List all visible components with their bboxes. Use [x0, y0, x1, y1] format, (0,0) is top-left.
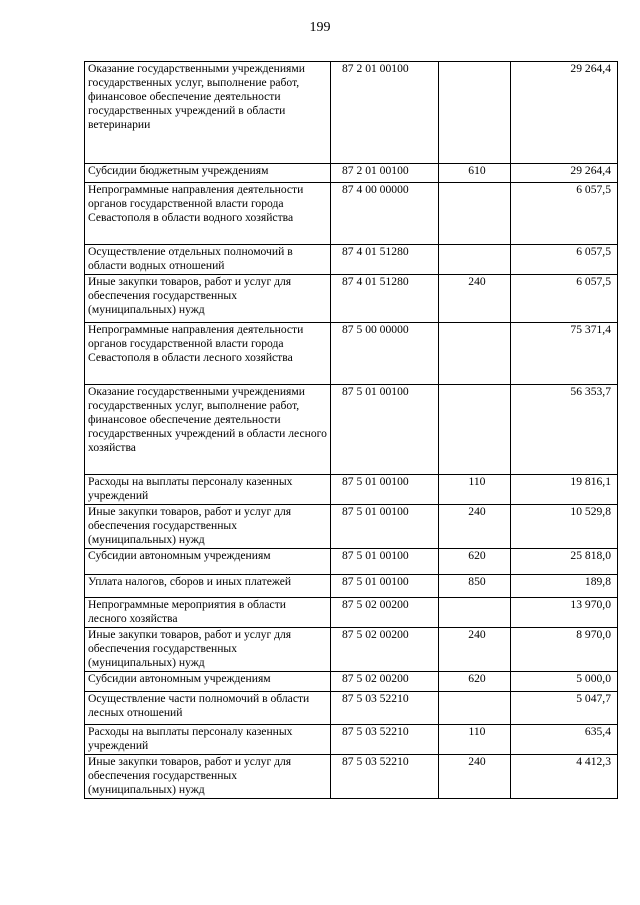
expense-type-cell [439, 692, 511, 725]
expense-type-cell [439, 183, 511, 245]
amount-cell: 5 047,7 [511, 692, 618, 725]
table-row [85, 275, 618, 323]
table-row [85, 164, 618, 183]
table-row [85, 549, 618, 575]
expense-type-cell: 620 [439, 672, 511, 692]
expense-type-cell: 240 [439, 275, 511, 323]
budget-table [84, 61, 618, 799]
target-code-cell: 87 5 03 52210 [331, 755, 439, 799]
target-code-cell: 87 4 00 00000 [331, 183, 439, 245]
table-row [85, 692, 618, 725]
expense-name-cell: Непрограммные направления деятельности органов государственной власти города Севастополя в области водного хозяйства [85, 183, 331, 245]
expense-type-cell: 240 [439, 628, 511, 672]
target-code-cell: 87 2 01 00100 [331, 62, 439, 164]
expense-name-cell: Иные закупки товаров, работ и услуг для обеспечения государственных (муниципальных) нужд [85, 755, 331, 799]
target-code-cell: 87 5 01 00100 [331, 475, 439, 505]
expense-type-cell [439, 245, 511, 275]
expense-type-cell: 850 [439, 575, 511, 598]
expense-name-cell: Субсидии автономным учреждениям [85, 549, 331, 575]
expense-name-cell: Иные закупки товаров, работ и услуг для обеспечения государственных (муниципальных) нужд [85, 505, 331, 549]
amount-cell: 6 057,5 [511, 275, 618, 323]
amount-cell: 189,8 [511, 575, 618, 598]
target-code-cell: 87 5 01 00100 [331, 385, 439, 475]
expense-type-cell: 110 [439, 725, 511, 755]
expense-type-cell: 620 [439, 549, 511, 575]
target-code-cell: 87 5 01 00100 [331, 549, 439, 575]
target-code-cell: 87 2 01 00100 [331, 164, 439, 183]
amount-cell: 4 412,3 [511, 755, 618, 799]
amount-cell: 6 057,5 [511, 245, 618, 275]
target-code-cell: 87 5 03 52210 [331, 692, 439, 725]
expense-type-cell: 110 [439, 475, 511, 505]
table-row [85, 183, 618, 245]
expense-name-cell: Оказание государственными учреждениями государственных услуг, выполнение работ, финансовое обеспечение деятельности государственных учреждений в области лесного хозяйства [85, 385, 331, 475]
amount-cell: 29 264,4 [511, 164, 618, 183]
amount-cell: 56 353,7 [511, 385, 618, 475]
amount-cell: 13 970,0 [511, 598, 618, 628]
target-code-cell: 87 4 01 51280 [331, 245, 439, 275]
target-code-cell: 87 4 01 51280 [331, 275, 439, 323]
page-number: 199 [309, 20, 331, 35]
table-row [85, 323, 618, 385]
table-row [85, 598, 618, 628]
expense-type-cell: 240 [439, 505, 511, 549]
amount-cell: 19 816,1 [511, 475, 618, 505]
expense-type-cell: 240 [439, 755, 511, 799]
expense-type-cell: 610 [439, 164, 511, 183]
expense-name-cell: Иные закупки товаров, работ и услуг для обеспечения государственных (муниципальных) нужд [85, 275, 331, 323]
target-code-cell: 87 5 03 52210 [331, 725, 439, 755]
expense-name-cell: Расходы на выплаты персоналу казенных учреждений [85, 725, 331, 755]
expense-name-cell: Непрограммные мероприятия в области лесного хозяйства [85, 598, 331, 628]
table-row [85, 755, 618, 799]
table-row [85, 672, 618, 692]
expense-name-cell: Иные закупки товаров, работ и услуг для обеспечения государственных (муниципальных) нужд [85, 628, 331, 672]
amount-cell: 6 057,5 [511, 183, 618, 245]
expense-type-cell [439, 598, 511, 628]
amount-cell: 5 000,0 [511, 672, 618, 692]
expense-type-cell [439, 323, 511, 385]
target-code-cell: 87 5 02 00200 [331, 672, 439, 692]
expense-name-cell: Оказание государственными учреждениями государственных услуг, выполнение работ, финансовое обеспечение деятельности государственных учреждений в области ветеринарии [85, 62, 331, 164]
table-row [85, 475, 618, 505]
target-code-cell: 87 5 01 00100 [331, 505, 439, 549]
expense-type-cell [439, 385, 511, 475]
expense-name-cell: Расходы на выплаты персоналу казенных учреждений [85, 475, 331, 505]
table-row [85, 245, 618, 275]
expense-name-cell: Уплата налогов, сборов и иных платежей [85, 575, 331, 598]
amount-cell: 8 970,0 [511, 628, 618, 672]
amount-cell: 29 264,4 [511, 62, 618, 164]
amount-cell: 635,4 [511, 725, 618, 755]
target-code-cell: 87 5 01 00100 [331, 575, 439, 598]
target-code-cell: 87 5 02 00200 [331, 598, 439, 628]
expense-name-cell: Осуществление отдельных полномочий в области водных отношений [85, 245, 331, 275]
expense-name-cell: Непрограммные направления деятельности органов государственной власти города Севастополя в области лесного хозяйства [85, 323, 331, 385]
table-row [85, 628, 618, 672]
expense-name-cell: Осуществление части полномочий в области лесных отношений [85, 692, 331, 725]
target-code-cell: 87 5 02 00200 [331, 628, 439, 672]
table-row [85, 575, 618, 598]
table-row [85, 725, 618, 755]
budget-table-body [85, 62, 618, 799]
expense-name-cell: Субсидии бюджетным учреждениям [85, 164, 331, 183]
target-code-cell: 87 5 00 00000 [331, 323, 439, 385]
table-row [85, 62, 618, 164]
amount-cell: 75 371,4 [511, 323, 618, 385]
expense-type-cell [439, 62, 511, 164]
amount-cell: 10 529,8 [511, 505, 618, 549]
table-row [85, 505, 618, 549]
table-row [85, 385, 618, 475]
expense-name-cell: Субсидии автономным учреждениям [85, 672, 331, 692]
amount-cell: 25 818,0 [511, 549, 618, 575]
